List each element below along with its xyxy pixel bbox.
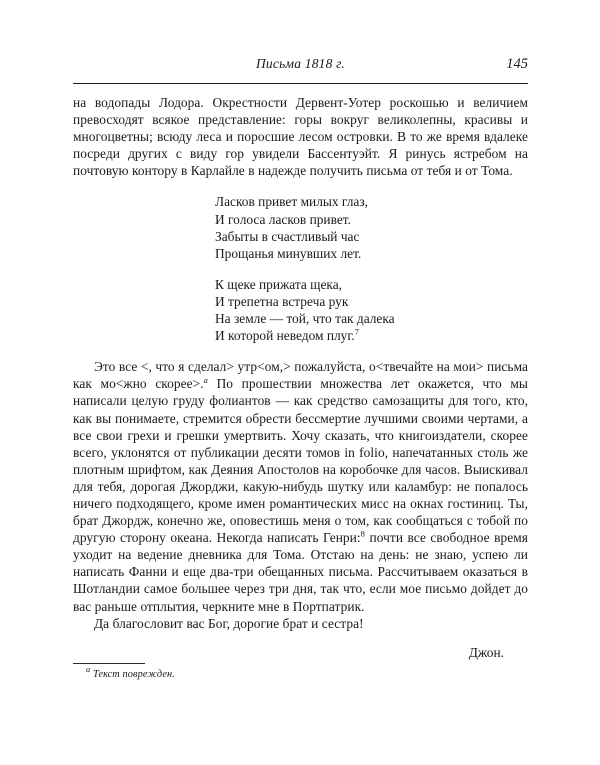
footnote-marker-a: а <box>86 664 91 674</box>
verse-line: И голоса ласков привет. <box>215 211 351 227</box>
paragraph-blessing <box>73 615 528 632</box>
footnote-area <box>73 663 528 681</box>
header-divider-rule <box>73 83 528 84</box>
paragraph-text-part-3: почти все свободное время уходит на ведение дневника для Тома. Отстаю на день: не знаю, успею ли написать Фанни и еще два-три обещанных письма. Рассчитываем оказаться в Шотландии самое большее через три дня, так что, если мое письмо дойдет до вас раньше отплытия, черкните мне в Портпатрик. <box>73 530 528 614</box>
verse-line: На земле — той, что так далека <box>215 311 395 327</box>
verse-line-with-footnote <box>215 327 528 344</box>
page-number: 145 <box>506 56 528 72</box>
verse-stanza-1 <box>215 193 528 261</box>
footnote-text: Текст поврежден. <box>92 669 175 680</box>
running-head-title: Письма 1818 г. <box>255 56 345 71</box>
verse-line: К щеке прижата щека, <box>215 276 343 292</box>
running-head <box>73 56 528 86</box>
verse-line: Забыты в счастливый час <box>215 228 360 244</box>
paragraph-continuation <box>73 94 528 179</box>
footnote-separator-rule <box>73 663 145 664</box>
verse-line: Ласков привет милых глаз, <box>215 194 369 210</box>
letter-signature: Джон. <box>468 644 504 660</box>
paragraph-text: на водопады Лодора. Окрестности Дервент-Уотер роскошью и величием превосходят всякое представление: горы вокруг великолепны, красивы и многоцветны; всюду леса и поросшие лесом островки. В то же время вдалеке посреди других с виду гор увидели Бассентуэйт. Я ринусь ястребом на почтовую контору в Карлайле в надежде получить письма от тебя и от Тома. <box>73 95 528 179</box>
paragraph-text-part-1: Это все <, что я сделал> утр<ом,> пожалуйста, о<твечайте на мои> письма как мо<жно скорее>. <box>73 359 528 392</box>
footnote-reference-8[interactable]: 8 <box>360 528 366 539</box>
verse-stanza-2 <box>215 276 528 344</box>
verse-line-text: И которой неведом плуг. <box>215 328 355 344</box>
paragraph-main <box>73 358 528 614</box>
verse-line: Прощанья минувших лет. <box>215 245 362 261</box>
body-text-block <box>73 94 528 661</box>
footnote-reference-a[interactable]: а <box>203 376 208 386</box>
footnote-entry <box>73 664 528 681</box>
footnote-reference-7[interactable]: 7 <box>354 326 360 337</box>
verse-quotation <box>73 193 528 344</box>
paragraph-text-part-2: По прошествии множества лет окажется, что мы написали целую груду фолиантов — как средство самозащиты для того, кто, как вы понимаете, стремится обрести бессмертие лучшими своими чертами, а все свои грехи и грешки умертвить. Хочу сказать, что книгоиздатели, скорее всего, уклонятся от публикации десяти томов in folio, напечатанных столь же плотным шрифтом, как Деяния Апостолов на коробочке для часов. Выискивал для тебя, дорогая Джорджи, какую-нибудь шутку или каламбур: не попалось ничего подходящего, кроме имен романтических мисс на окнах гостиниц. Ты, брат Джордж, конечно же, оповестишь меня о том, как сообщаться с тобой по другую сторону океана. Некогда написать Генри: <box>73 376 528 546</box>
verse-line: И трепетна встреча рук <box>215 293 349 309</box>
paragraph-text: Да благословит вас Бог, дорогие брат и сестра! <box>94 615 364 631</box>
